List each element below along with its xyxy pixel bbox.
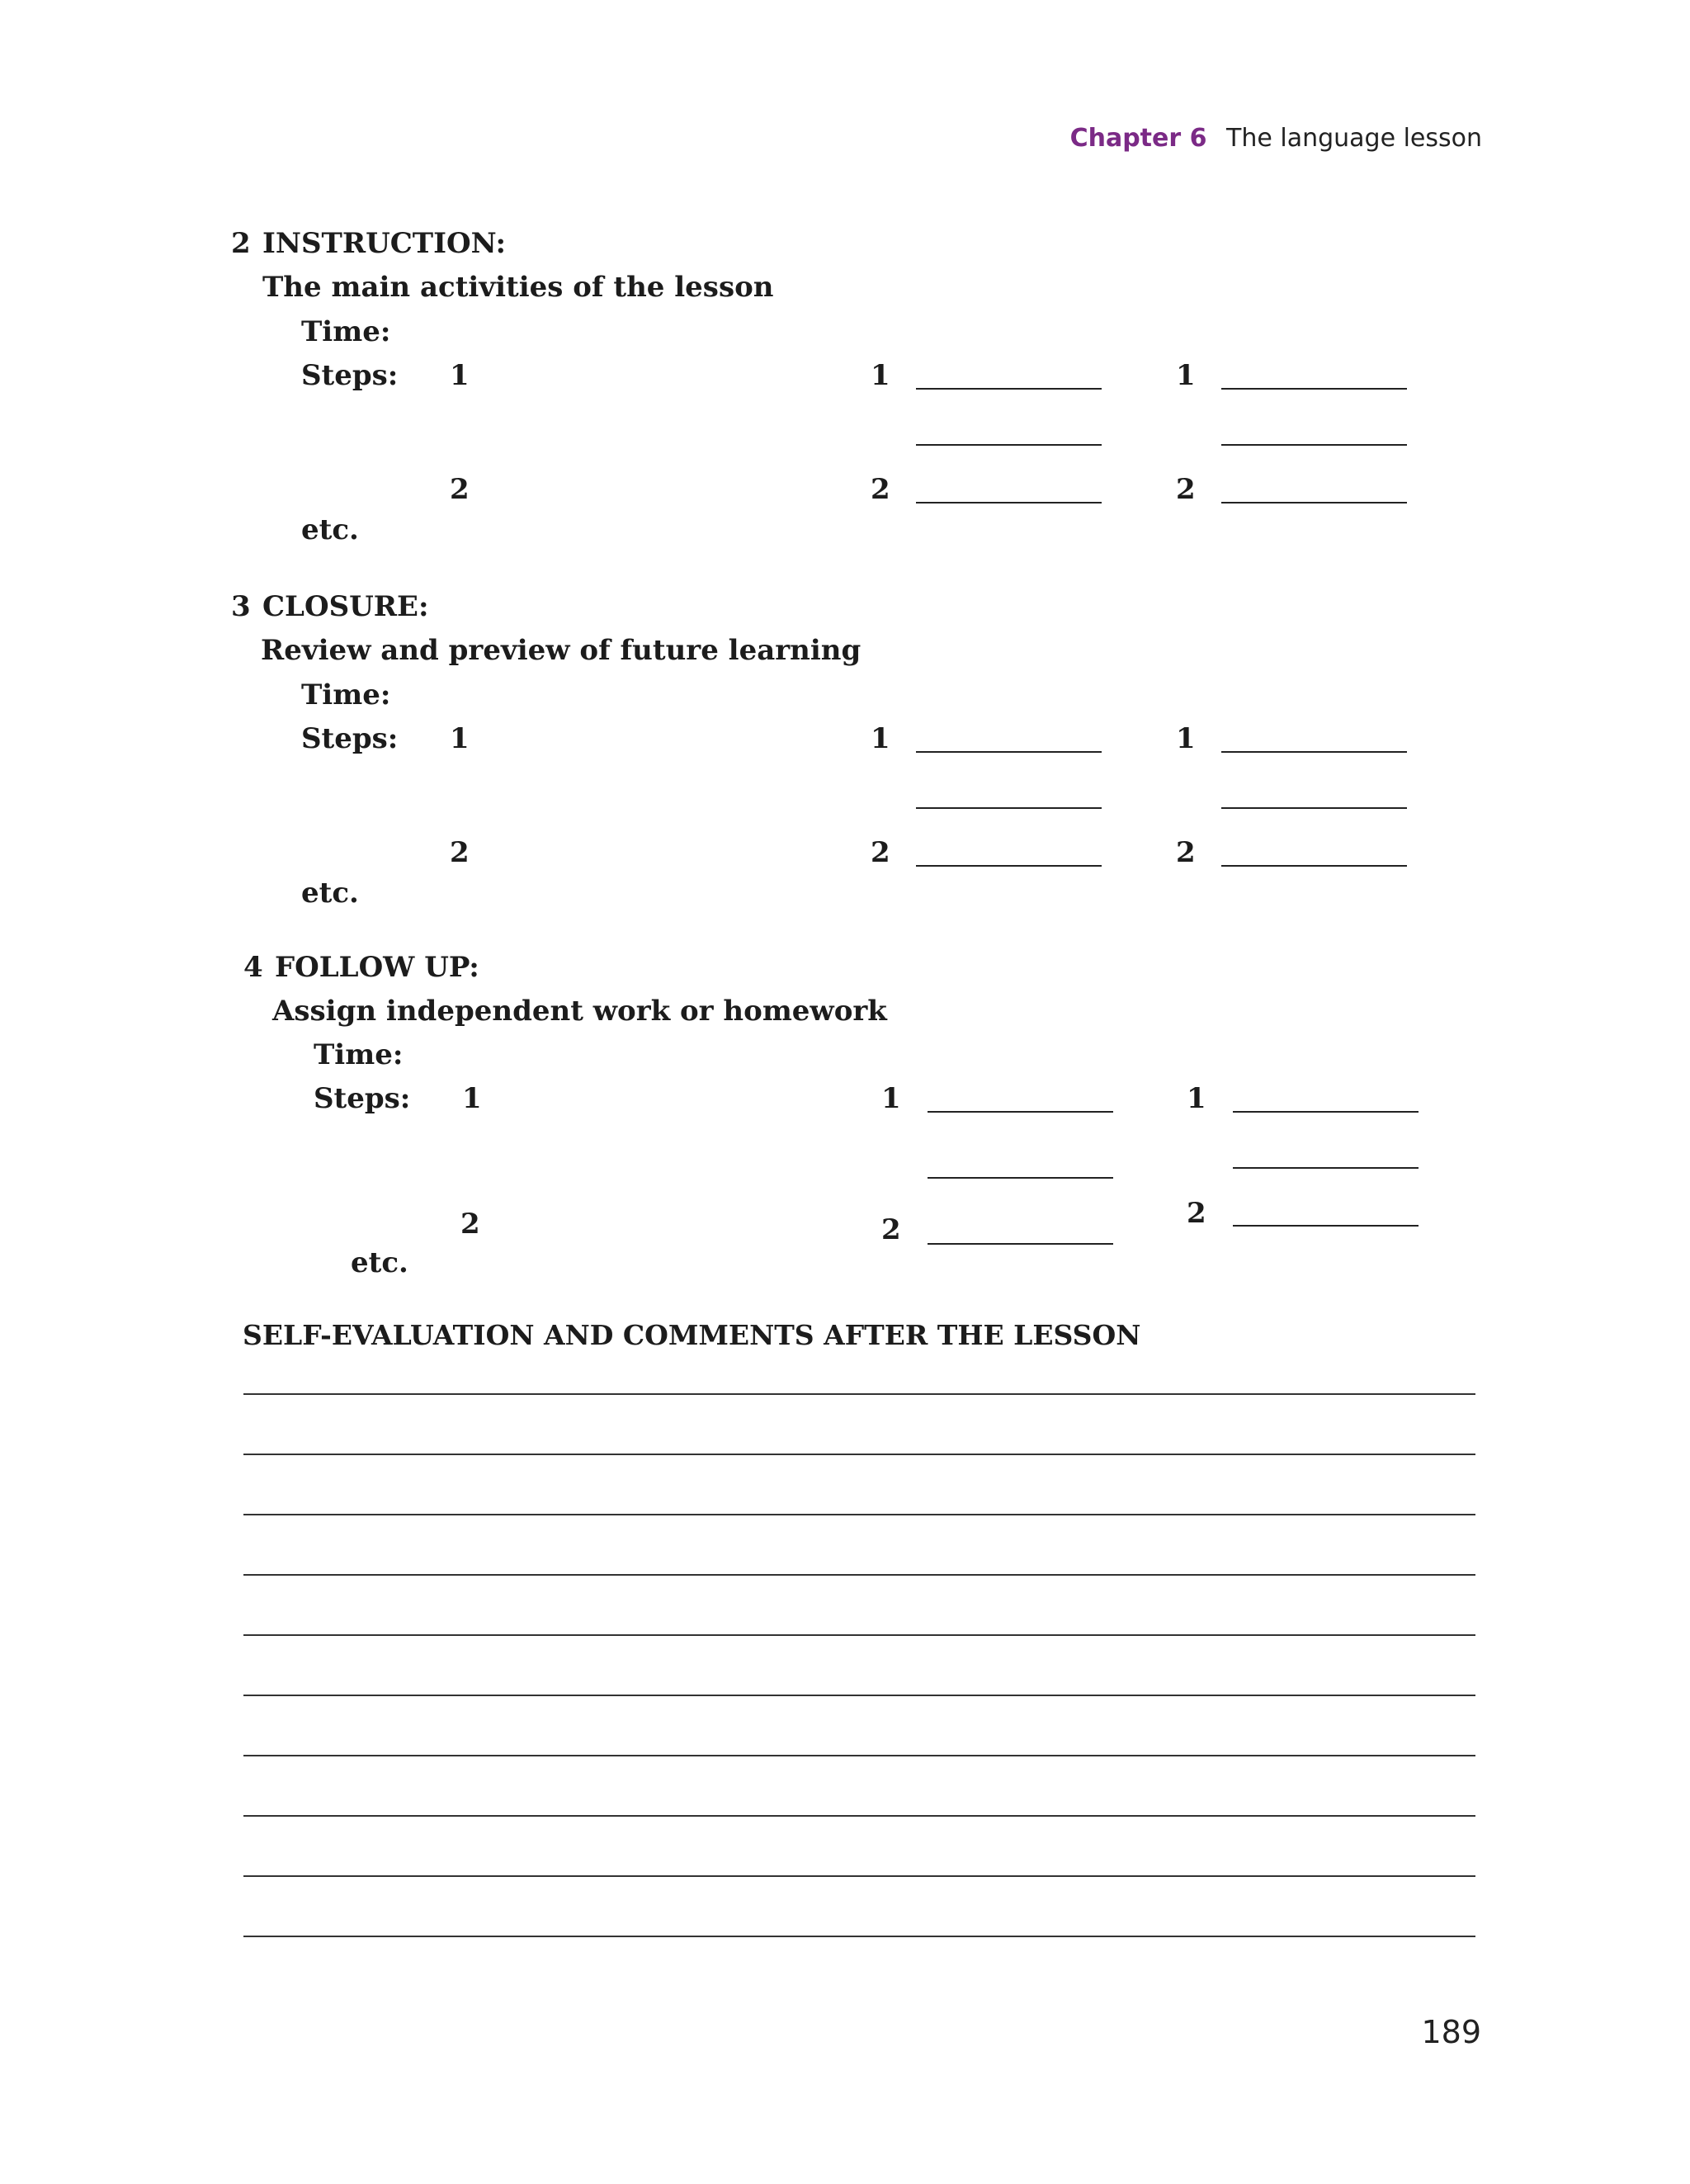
etc-label: etc. — [301, 877, 359, 910]
section-number: 4 — [243, 951, 263, 984]
step-1-number-col2: 1 — [881, 1082, 901, 1115]
step-1-number-col3: 1 — [1176, 722, 1196, 755]
comment-line[interactable] — [243, 1815, 1475, 1817]
answer-line[interactable] — [916, 502, 1102, 503]
chapter-label: Chapter 6 — [1069, 124, 1207, 153]
answer-line[interactable] — [1233, 1167, 1419, 1169]
step-2-number-col2: 2 — [871, 473, 890, 506]
time-label: Time: — [301, 678, 391, 711]
step-2-number: 2 — [460, 1208, 480, 1241]
comment-line[interactable] — [243, 1574, 1475, 1576]
answer-line[interactable] — [928, 1177, 1113, 1179]
running-header — [1070, 124, 1482, 153]
section-subtitle: Assign independent work or homework — [272, 995, 887, 1028]
answer-line[interactable] — [928, 1111, 1113, 1113]
answer-line[interactable] — [916, 807, 1102, 809]
chapter-title: The language lesson — [1226, 124, 1482, 153]
self-evaluation-title: SELF-EVALUATION AND COMMENTS AFTER THE LESSON — [243, 1319, 1141, 1351]
answer-line[interactable] — [916, 751, 1102, 753]
step-1-number-col3: 1 — [1176, 359, 1196, 392]
steps-label: Steps: — [301, 722, 399, 755]
answer-line[interactable] — [916, 444, 1102, 446]
comment-line[interactable] — [243, 1755, 1475, 1756]
etc-label: etc. — [351, 1246, 408, 1279]
answer-line[interactable] — [1221, 865, 1407, 867]
step-2-number-col3: 2 — [1176, 473, 1196, 506]
answer-line[interactable] — [1233, 1225, 1419, 1227]
section-title: CLOSURE: — [262, 590, 429, 623]
page-number: 189 — [1421, 2014, 1481, 2050]
comment-line[interactable] — [243, 1454, 1475, 1455]
step-1-number-col2: 1 — [871, 722, 890, 755]
section-title: INSTRUCTION: — [262, 227, 507, 260]
steps-label: Steps: — [301, 359, 399, 392]
step-1-number: 1 — [450, 359, 470, 392]
section-title: FOLLOW UP: — [275, 951, 479, 984]
comment-line[interactable] — [243, 1514, 1475, 1515]
step-1-number: 1 — [462, 1082, 482, 1115]
etc-label: etc. — [301, 513, 359, 546]
step-2-number: 2 — [450, 473, 470, 506]
comment-line[interactable] — [243, 1936, 1475, 1937]
section-subtitle: The main activities of the lesson — [262, 271, 774, 304]
answer-line[interactable] — [916, 388, 1102, 390]
step-2-number-col2: 2 — [881, 1213, 901, 1246]
answer-line[interactable] — [928, 1243, 1113, 1245]
section-number: 2 — [231, 227, 251, 260]
answer-line[interactable] — [1221, 807, 1407, 809]
answer-line[interactable] — [1221, 502, 1407, 503]
answer-line[interactable] — [1221, 388, 1407, 390]
answer-line[interactable] — [1221, 751, 1407, 753]
step-2-number-col3: 2 — [1187, 1197, 1206, 1230]
comment-line[interactable] — [243, 1875, 1475, 1877]
answer-line[interactable] — [1221, 444, 1407, 446]
step-1-number-col3: 1 — [1187, 1082, 1206, 1115]
answer-line[interactable] — [1233, 1111, 1419, 1113]
section-subtitle: Review and preview of future learning — [261, 634, 862, 667]
comment-line[interactable] — [243, 1393, 1475, 1395]
comment-line[interactable] — [243, 1634, 1475, 1636]
time-label: Time: — [314, 1038, 404, 1071]
comment-line[interactable] — [243, 1695, 1475, 1696]
step-2-number-col3: 2 — [1176, 836, 1196, 869]
section-number: 3 — [231, 590, 251, 623]
step-2-number-col2: 2 — [871, 836, 890, 869]
step-2-number: 2 — [450, 836, 470, 869]
answer-line[interactable] — [916, 865, 1102, 867]
time-label: Time: — [301, 315, 391, 348]
steps-label: Steps: — [314, 1082, 411, 1115]
step-1-number-col2: 1 — [871, 359, 890, 392]
step-1-number: 1 — [450, 722, 470, 755]
